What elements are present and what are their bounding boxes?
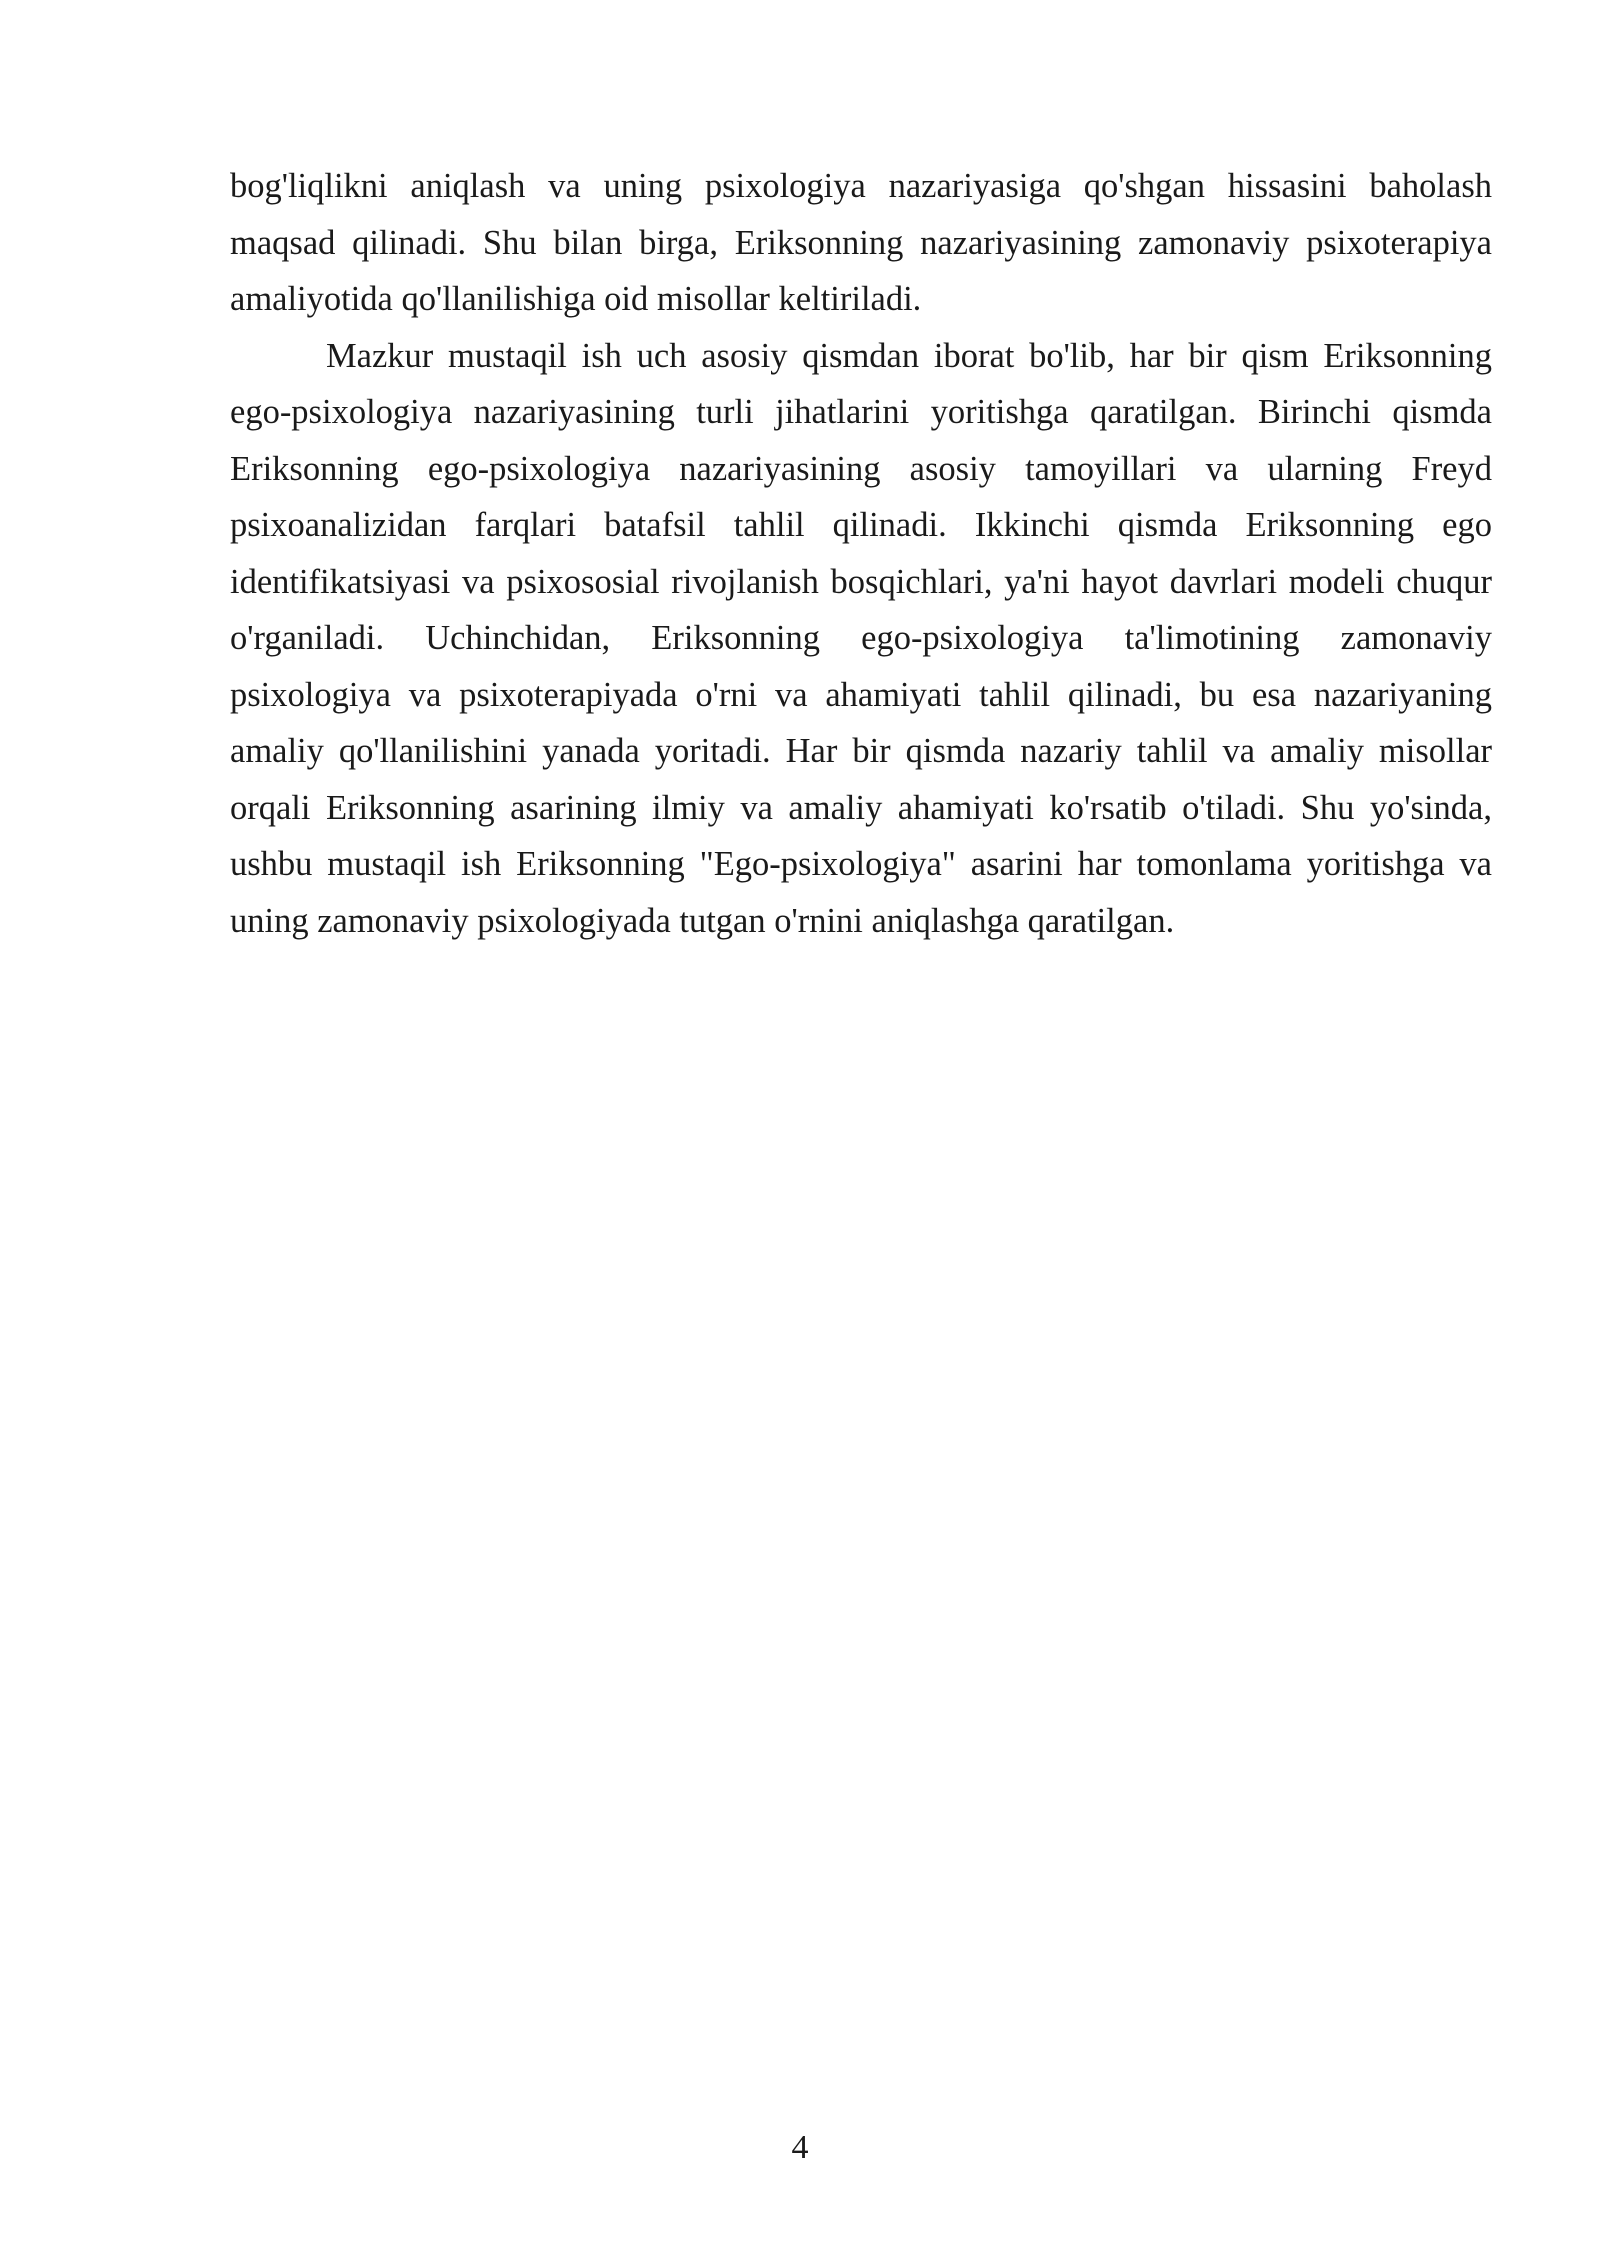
page-body xyxy=(230,158,1492,949)
page-number: 4 xyxy=(791,2129,809,2166)
paragraph-continuation: bog'liqlikni aniqlash va uning psixologiya nazariyasiga qo'shgan hissasini baholash maqsad qilinadi. Shu bilan birga, Eriksonning nazariyasining zamonaviy psixoterapiya amaliyotida qo'llanilishiga oid misollar keltiriladi. xyxy=(230,167,1492,318)
paragraph-structure-overview: Mazkur mustaqil ish uch asosiy qismdan iborat bo'lib, har bir qism Eriksonning ego-psixologiya nazariyasining turli jihatlarini yoritishga qaratilgan. Birinchi qismda Eriksonning ego-psixologiya nazariyasining asosiy tamoyillari va ularning Freyd psixoanalizidan farqlari batafsil tahlil qilinadi. Ikkinchi qismda Eriksonning ego identifikatsiyasi va psixososial rivojlanish bosqichlari, ya'ni hayot davrlari modeli chuqur o'rganiladi. Uchinchidan, Eriksonning ego-psixologiya ta'limotining zamonaviy psixologiya va psixoterapiyada o'rni va ahamiyati tahlil qilinadi, bu esa nazariyaning amaliy qo'llanilishini yanada yoritadi. Har bir qismda nazariy tahlil va amaliy misollar orqali Eriksonning asarining ilmiy va amaliy ahamiyati ko'rsatib o'tiladi. Shu yo'sinda, ushbu mustaqil ish Eriksonning "Ego-psixologiya" asarini har tomonlama yoritishga va uning zamonaviy psixologiyada tutgan o'rnini aniqlashga qaratilgan. xyxy=(230,336,1492,940)
